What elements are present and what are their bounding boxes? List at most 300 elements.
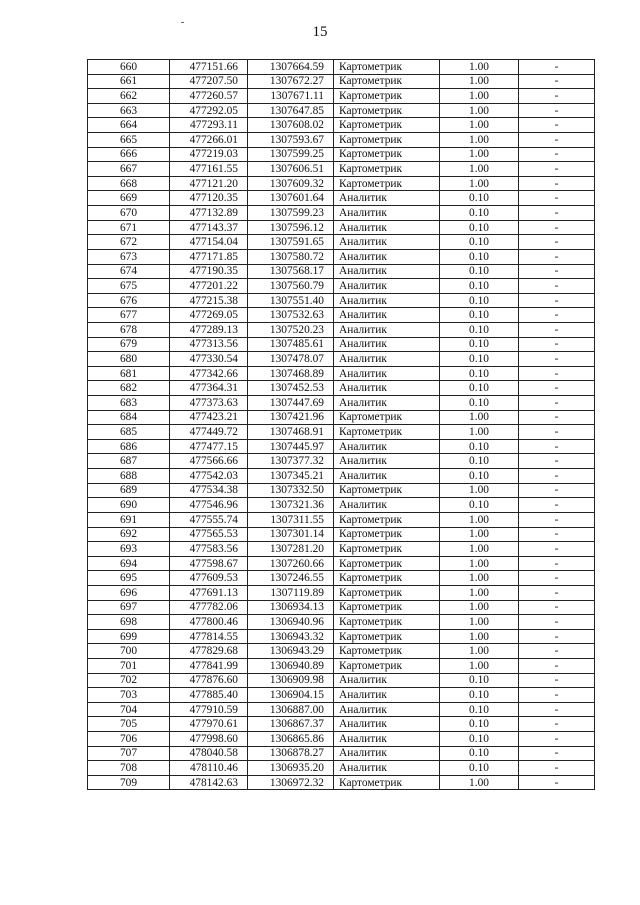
x-coordinate-cell: 477171.85 <box>170 249 248 264</box>
note-cell: - <box>519 702 595 717</box>
y-coordinate-cell: 1307301.14 <box>248 527 334 542</box>
note-cell: - <box>519 688 595 703</box>
y-coordinate-cell: 1307332.50 <box>248 483 334 498</box>
note-cell: - <box>519 147 595 162</box>
y-coordinate-cell: 1307568.17 <box>248 264 334 279</box>
point-number-cell: 695 <box>88 571 170 586</box>
table-row <box>88 89 595 104</box>
accuracy-cell: 0.10 <box>440 264 519 279</box>
method-cell: Картометрик <box>334 615 440 630</box>
accuracy-cell: 1.00 <box>440 118 519 133</box>
point-number-cell: 660 <box>88 60 170 75</box>
note-cell: - <box>519 571 595 586</box>
x-coordinate-cell: 477154.04 <box>170 235 248 250</box>
x-coordinate-cell: 477583.56 <box>170 542 248 557</box>
y-coordinate-cell: 1307599.23 <box>248 206 334 221</box>
point-number-cell: 677 <box>88 308 170 323</box>
y-coordinate-cell: 1306878.27 <box>248 746 334 761</box>
method-cell: Аналитик <box>334 761 440 776</box>
note-cell: - <box>519 308 595 323</box>
y-coordinate-cell: 1306904.15 <box>248 688 334 703</box>
accuracy-cell: 1.00 <box>440 133 519 148</box>
note-cell: - <box>519 396 595 411</box>
point-number-cell: 681 <box>88 366 170 381</box>
accuracy-cell: 0.10 <box>440 220 519 235</box>
x-coordinate-cell: 477449.72 <box>170 425 248 440</box>
x-coordinate-cell: 477201.22 <box>170 279 248 294</box>
table-row <box>88 717 595 732</box>
y-coordinate-cell: 1307580.72 <box>248 249 334 264</box>
x-coordinate-cell: 477293.11 <box>170 118 248 133</box>
x-coordinate-cell: 477161.55 <box>170 162 248 177</box>
table-row <box>88 585 595 600</box>
table-row <box>88 644 595 659</box>
x-coordinate-cell: 477373.63 <box>170 396 248 411</box>
method-cell: Картометрик <box>334 133 440 148</box>
y-coordinate-cell: 1306935.20 <box>248 761 334 776</box>
note-cell: - <box>519 206 595 221</box>
coordinates-table <box>87 59 595 790</box>
y-coordinate-cell: 1307591.65 <box>248 235 334 250</box>
point-number-cell: 674 <box>88 264 170 279</box>
accuracy-cell: 1.00 <box>440 658 519 673</box>
x-coordinate-cell: 477782.06 <box>170 600 248 615</box>
method-cell: Аналитик <box>334 439 440 454</box>
note-cell: - <box>519 498 595 513</box>
table-row <box>88 337 595 352</box>
table-row <box>88 74 595 89</box>
y-coordinate-cell: 1307599.25 <box>248 147 334 162</box>
x-coordinate-cell: 477609.53 <box>170 571 248 586</box>
point-number-cell: 666 <box>88 147 170 162</box>
note-cell: - <box>519 454 595 469</box>
y-coordinate-cell: 1307478.07 <box>248 352 334 367</box>
x-coordinate-cell: 477829.68 <box>170 644 248 659</box>
note-cell: - <box>519 717 595 732</box>
note-cell: - <box>519 732 595 747</box>
x-coordinate-cell: 477260.57 <box>170 89 248 104</box>
note-cell: - <box>519 74 595 89</box>
accuracy-cell: 1.00 <box>440 425 519 440</box>
x-coordinate-cell: 477542.03 <box>170 469 248 484</box>
note-cell: - <box>519 615 595 630</box>
y-coordinate-cell: 1306909.98 <box>248 673 334 688</box>
note-cell: - <box>519 352 595 367</box>
table-row <box>88 366 595 381</box>
accuracy-cell: 0.10 <box>440 396 519 411</box>
note-cell: - <box>519 103 595 118</box>
x-coordinate-cell: 477342.66 <box>170 366 248 381</box>
y-coordinate-cell: 1307447.69 <box>248 396 334 411</box>
x-coordinate-cell: 477546.96 <box>170 498 248 513</box>
method-cell: Аналитик <box>334 191 440 206</box>
note-cell: - <box>519 629 595 644</box>
accuracy-cell: 1.00 <box>440 162 519 177</box>
x-coordinate-cell: 478110.46 <box>170 761 248 776</box>
x-coordinate-cell: 477330.54 <box>170 352 248 367</box>
x-coordinate-cell: 477313.56 <box>170 337 248 352</box>
method-cell: Картометрик <box>334 571 440 586</box>
note-cell: - <box>519 235 595 250</box>
table-row <box>88 498 595 513</box>
x-coordinate-cell: 477841.99 <box>170 658 248 673</box>
note-cell: - <box>519 585 595 600</box>
note-cell: - <box>519 410 595 425</box>
point-number-cell: 685 <box>88 425 170 440</box>
note-cell: - <box>519 483 595 498</box>
table-row <box>88 118 595 133</box>
y-coordinate-cell: 1307664.59 <box>248 60 334 75</box>
x-coordinate-cell: 477565.53 <box>170 527 248 542</box>
scan-mark <box>181 22 184 23</box>
y-coordinate-cell: 1307246.55 <box>248 571 334 586</box>
accuracy-cell: 0.10 <box>440 352 519 367</box>
table-row <box>88 147 595 162</box>
method-cell: Картометрик <box>334 629 440 644</box>
method-cell: Аналитик <box>334 308 440 323</box>
x-coordinate-cell: 477800.46 <box>170 615 248 630</box>
y-coordinate-cell: 1306972.32 <box>248 775 334 790</box>
accuracy-cell: 0.10 <box>440 717 519 732</box>
method-cell: Картометрик <box>334 512 440 527</box>
x-coordinate-cell: 477289.13 <box>170 322 248 337</box>
table-row <box>88 439 595 454</box>
method-cell: Аналитик <box>334 702 440 717</box>
coordinates-table-body <box>88 60 595 790</box>
note-cell: - <box>519 60 595 75</box>
y-coordinate-cell: 1306867.37 <box>248 717 334 732</box>
note-cell: - <box>519 322 595 337</box>
accuracy-cell: 0.10 <box>440 293 519 308</box>
y-coordinate-cell: 1307520.23 <box>248 322 334 337</box>
y-coordinate-cell: 1307647.85 <box>248 103 334 118</box>
table-row <box>88 381 595 396</box>
method-cell: Картометрик <box>334 425 440 440</box>
x-coordinate-cell: 477598.67 <box>170 556 248 571</box>
point-number-cell: 676 <box>88 293 170 308</box>
table-row <box>88 279 595 294</box>
x-coordinate-cell: 477132.89 <box>170 206 248 221</box>
method-cell: Картометрик <box>334 89 440 104</box>
table-row <box>88 425 595 440</box>
x-coordinate-cell: 477364.31 <box>170 381 248 396</box>
method-cell: Аналитик <box>334 396 440 411</box>
accuracy-cell: 0.10 <box>440 322 519 337</box>
point-number-cell: 682 <box>88 381 170 396</box>
note-cell: - <box>519 191 595 206</box>
x-coordinate-cell: 477910.59 <box>170 702 248 717</box>
note-cell: - <box>519 249 595 264</box>
note-cell: - <box>519 542 595 557</box>
accuracy-cell: 1.00 <box>440 147 519 162</box>
table-row <box>88 454 595 469</box>
point-number-cell: 699 <box>88 629 170 644</box>
method-cell: Картометрик <box>334 644 440 659</box>
method-cell: Картометрик <box>334 483 440 498</box>
accuracy-cell: 0.10 <box>440 249 519 264</box>
table-row <box>88 206 595 221</box>
table-row <box>88 410 595 425</box>
method-cell: Аналитик <box>334 688 440 703</box>
point-number-cell: 664 <box>88 118 170 133</box>
point-number-cell: 679 <box>88 337 170 352</box>
note-cell: - <box>519 89 595 104</box>
table-row <box>88 527 595 542</box>
accuracy-cell: 0.10 <box>440 381 519 396</box>
point-number-cell: 693 <box>88 542 170 557</box>
table-row <box>88 293 595 308</box>
accuracy-cell: 1.00 <box>440 775 519 790</box>
table-row <box>88 191 595 206</box>
table-row <box>88 235 595 250</box>
y-coordinate-cell: 1307593.67 <box>248 133 334 148</box>
y-coordinate-cell: 1306940.96 <box>248 615 334 630</box>
method-cell: Аналитик <box>334 381 440 396</box>
accuracy-cell: 1.00 <box>440 527 519 542</box>
note-cell: - <box>519 600 595 615</box>
note-cell: - <box>519 176 595 191</box>
x-coordinate-cell: 477120.35 <box>170 191 248 206</box>
point-number-cell: 683 <box>88 396 170 411</box>
x-coordinate-cell: 477814.55 <box>170 629 248 644</box>
accuracy-cell: 0.10 <box>440 702 519 717</box>
y-coordinate-cell: 1307119.89 <box>248 585 334 600</box>
point-number-cell: 687 <box>88 454 170 469</box>
page-number: 15 <box>312 24 328 40</box>
table-row <box>88 308 595 323</box>
table-row <box>88 103 595 118</box>
note-cell: - <box>519 775 595 790</box>
accuracy-cell: 1.00 <box>440 629 519 644</box>
note-cell: - <box>519 381 595 396</box>
note-cell: - <box>519 425 595 440</box>
y-coordinate-cell: 1307377.32 <box>248 454 334 469</box>
method-cell: Аналитик <box>334 366 440 381</box>
accuracy-cell: 0.10 <box>440 688 519 703</box>
note-cell: - <box>519 673 595 688</box>
point-number-cell: 670 <box>88 206 170 221</box>
table-row <box>88 220 595 235</box>
x-coordinate-cell: 477534.38 <box>170 483 248 498</box>
method-cell: Картометрик <box>334 60 440 75</box>
table-row <box>88 176 595 191</box>
y-coordinate-cell: 1307560.79 <box>248 279 334 294</box>
point-number-cell: 692 <box>88 527 170 542</box>
accuracy-cell: 1.00 <box>440 74 519 89</box>
accuracy-cell: 0.10 <box>440 337 519 352</box>
y-coordinate-cell: 1306865.86 <box>248 732 334 747</box>
table-row <box>88 396 595 411</box>
point-number-cell: 704 <box>88 702 170 717</box>
point-number-cell: 698 <box>88 615 170 630</box>
y-coordinate-cell: 1307281.20 <box>248 542 334 557</box>
accuracy-cell: 0.10 <box>440 235 519 250</box>
point-number-cell: 703 <box>88 688 170 703</box>
accuracy-cell: 0.10 <box>440 469 519 484</box>
x-coordinate-cell: 477207.50 <box>170 74 248 89</box>
method-cell: Аналитик <box>334 206 440 221</box>
table-row <box>88 352 595 367</box>
method-cell: Картометрик <box>334 103 440 118</box>
y-coordinate-cell: 1307468.91 <box>248 425 334 440</box>
x-coordinate-cell: 477266.01 <box>170 133 248 148</box>
accuracy-cell: 0.10 <box>440 308 519 323</box>
note-cell: - <box>519 264 595 279</box>
x-coordinate-cell: 477190.35 <box>170 264 248 279</box>
table-row <box>88 702 595 717</box>
method-cell: Картометрик <box>334 527 440 542</box>
table-row <box>88 162 595 177</box>
method-cell: Аналитик <box>334 220 440 235</box>
point-number-cell: 690 <box>88 498 170 513</box>
point-number-cell: 694 <box>88 556 170 571</box>
table-row <box>88 673 595 688</box>
method-cell: Аналитик <box>334 717 440 732</box>
method-cell: Картометрик <box>334 658 440 673</box>
table-row <box>88 556 595 571</box>
table-row <box>88 469 595 484</box>
method-cell: Аналитик <box>334 235 440 250</box>
table-row <box>88 732 595 747</box>
y-coordinate-cell: 1307321.36 <box>248 498 334 513</box>
x-coordinate-cell: 477566.66 <box>170 454 248 469</box>
accuracy-cell: 0.10 <box>440 498 519 513</box>
x-coordinate-cell: 477885.40 <box>170 688 248 703</box>
y-coordinate-cell: 1306940.89 <box>248 658 334 673</box>
y-coordinate-cell: 1307601.64 <box>248 191 334 206</box>
accuracy-cell: 0.10 <box>440 279 519 294</box>
point-number-cell: 689 <box>88 483 170 498</box>
table-row <box>88 512 595 527</box>
note-cell: - <box>519 118 595 133</box>
note-cell: - <box>519 162 595 177</box>
accuracy-cell: 1.00 <box>440 483 519 498</box>
method-cell: Картометрик <box>334 542 440 557</box>
point-number-cell: 680 <box>88 352 170 367</box>
y-coordinate-cell: 1307485.61 <box>248 337 334 352</box>
point-number-cell: 665 <box>88 133 170 148</box>
y-coordinate-cell: 1307260.66 <box>248 556 334 571</box>
accuracy-cell: 1.00 <box>440 103 519 118</box>
note-cell: - <box>519 366 595 381</box>
point-number-cell: 697 <box>88 600 170 615</box>
point-number-cell: 705 <box>88 717 170 732</box>
method-cell: Аналитик <box>334 337 440 352</box>
note-cell: - <box>519 512 595 527</box>
accuracy-cell: 1.00 <box>440 571 519 586</box>
table-row <box>88 600 595 615</box>
y-coordinate-cell: 1306943.32 <box>248 629 334 644</box>
point-number-cell: 662 <box>88 89 170 104</box>
x-coordinate-cell: 478142.63 <box>170 775 248 790</box>
table-row <box>88 133 595 148</box>
point-number-cell: 684 <box>88 410 170 425</box>
y-coordinate-cell: 1307671.11 <box>248 89 334 104</box>
y-coordinate-cell: 1307672.27 <box>248 74 334 89</box>
x-coordinate-cell: 477970.61 <box>170 717 248 732</box>
note-cell: - <box>519 761 595 776</box>
note-cell: - <box>519 658 595 673</box>
table-row <box>88 542 595 557</box>
accuracy-cell: 0.10 <box>440 673 519 688</box>
point-number-cell: 700 <box>88 644 170 659</box>
method-cell: Аналитик <box>334 454 440 469</box>
point-number-cell: 701 <box>88 658 170 673</box>
y-coordinate-cell: 1307609.32 <box>248 176 334 191</box>
note-cell: - <box>519 556 595 571</box>
accuracy-cell: 1.00 <box>440 176 519 191</box>
y-coordinate-cell: 1307606.51 <box>248 162 334 177</box>
accuracy-cell: 1.00 <box>440 60 519 75</box>
table-row <box>88 761 595 776</box>
note-cell: - <box>519 293 595 308</box>
accuracy-cell: 0.10 <box>440 746 519 761</box>
table-row <box>88 322 595 337</box>
x-coordinate-cell: 477691.13 <box>170 585 248 600</box>
y-coordinate-cell: 1306934.13 <box>248 600 334 615</box>
x-coordinate-cell: 477269.05 <box>170 308 248 323</box>
table-row <box>88 249 595 264</box>
y-coordinate-cell: 1307596.12 <box>248 220 334 235</box>
method-cell: Аналитик <box>334 469 440 484</box>
x-coordinate-cell: 477219.03 <box>170 147 248 162</box>
method-cell: Картометрик <box>334 176 440 191</box>
point-number-cell: 678 <box>88 322 170 337</box>
y-coordinate-cell: 1307345.21 <box>248 469 334 484</box>
point-number-cell: 696 <box>88 585 170 600</box>
method-cell: Картометрик <box>334 74 440 89</box>
accuracy-cell: 0.10 <box>440 206 519 221</box>
accuracy-cell: 1.00 <box>440 410 519 425</box>
table-row <box>88 629 595 644</box>
table-row <box>88 688 595 703</box>
method-cell: Аналитик <box>334 322 440 337</box>
note-cell: - <box>519 279 595 294</box>
table-row <box>88 746 595 761</box>
x-coordinate-cell: 477555.74 <box>170 512 248 527</box>
point-number-cell: 667 <box>88 162 170 177</box>
point-number-cell: 663 <box>88 103 170 118</box>
y-coordinate-cell: 1306943.29 <box>248 644 334 659</box>
table-row <box>88 615 595 630</box>
y-coordinate-cell: 1307551.40 <box>248 293 334 308</box>
y-coordinate-cell: 1307608.02 <box>248 118 334 133</box>
method-cell: Аналитик <box>334 352 440 367</box>
method-cell: Картометрик <box>334 775 440 790</box>
point-number-cell: 709 <box>88 775 170 790</box>
method-cell: Картометрик <box>334 162 440 177</box>
accuracy-cell: 1.00 <box>440 89 519 104</box>
point-number-cell: 686 <box>88 439 170 454</box>
method-cell: Аналитик <box>334 293 440 308</box>
point-number-cell: 661 <box>88 74 170 89</box>
method-cell: Аналитик <box>334 249 440 264</box>
accuracy-cell: 0.10 <box>440 454 519 469</box>
point-number-cell: 671 <box>88 220 170 235</box>
point-number-cell: 702 <box>88 673 170 688</box>
accuracy-cell: 0.10 <box>440 732 519 747</box>
note-cell: - <box>519 469 595 484</box>
method-cell: Аналитик <box>334 746 440 761</box>
note-cell: - <box>519 439 595 454</box>
table-row <box>88 775 595 790</box>
point-number-cell: 669 <box>88 191 170 206</box>
point-number-cell: 672 <box>88 235 170 250</box>
note-cell: - <box>519 220 595 235</box>
method-cell: Аналитик <box>334 673 440 688</box>
method-cell: Аналитик <box>334 498 440 513</box>
y-coordinate-cell: 1307421.96 <box>248 410 334 425</box>
